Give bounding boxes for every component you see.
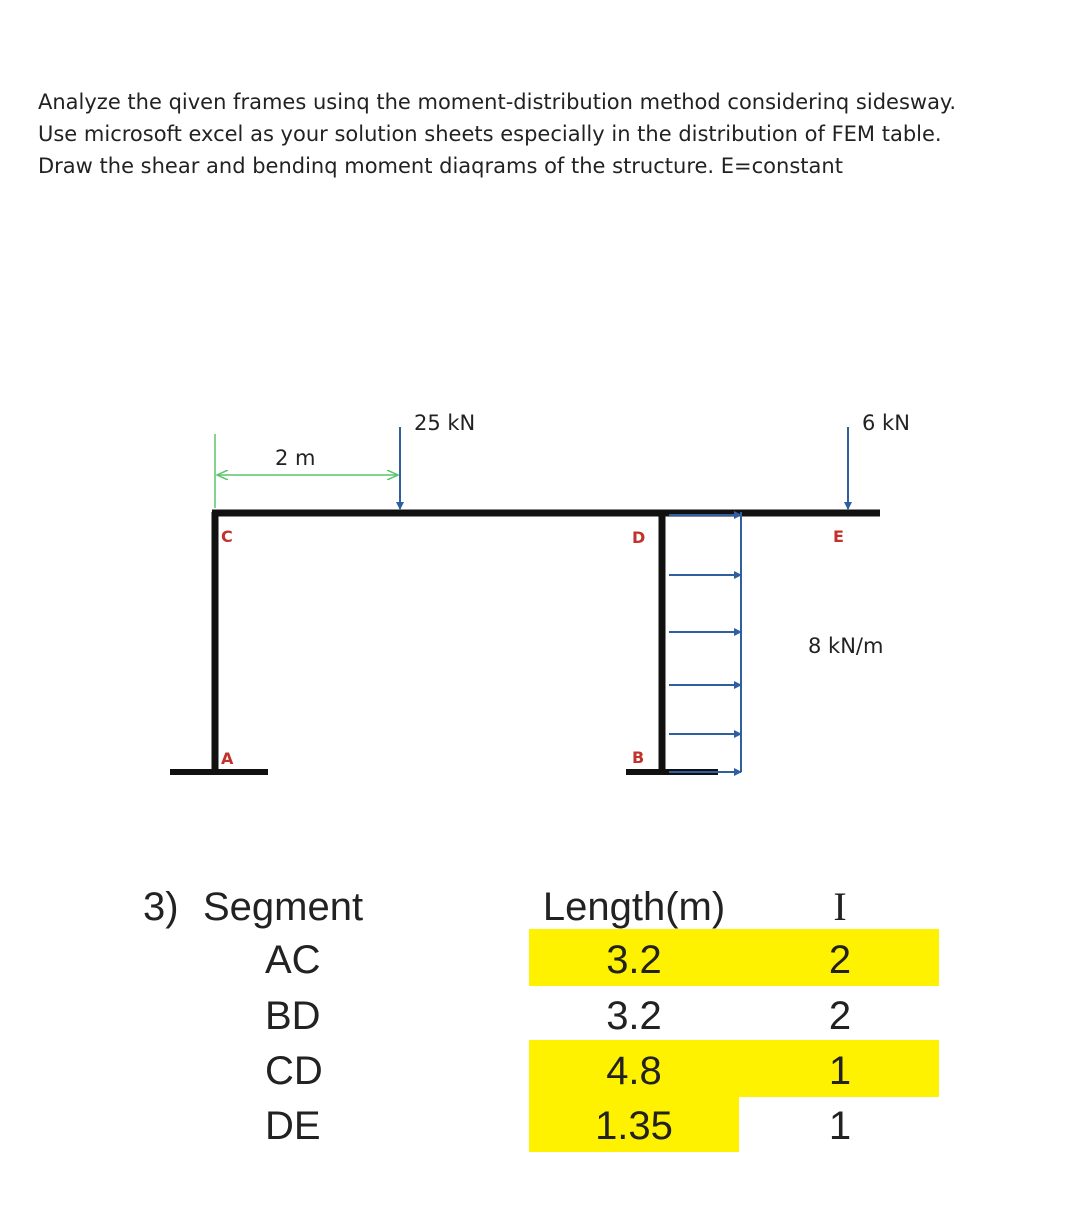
problem-line-2: Use microsoft excel as your solution sheets especially in the distribution of FEM table. [38, 122, 942, 146]
node-label-a: A [221, 749, 234, 768]
problem-line-3: Draw the shear and bendinq moment diaqrams of the structure. E=constant [38, 154, 843, 178]
row-1-length: 3.2 [606, 938, 662, 982]
udl-label: 8 kN/m [808, 634, 884, 658]
header-inertia: I [833, 884, 847, 929]
table-number: 3) [143, 885, 179, 929]
header-length: Length(m) [542, 885, 726, 929]
udl-arrows [669, 515, 741, 772]
dimension-label: 2 m [275, 446, 316, 470]
load-label-25kn: 25 kN [414, 411, 476, 435]
row-4-segment: DE [265, 1104, 321, 1148]
row-3-segment: CD [265, 1049, 323, 1093]
load-label-6kn: 6 kN [862, 411, 910, 435]
row-4-inertia: 1 [828, 1104, 852, 1148]
row-2-segment: BD [265, 994, 321, 1038]
node-label-b: B [632, 748, 645, 767]
row-2-inertia: 2 [828, 994, 852, 1038]
row-3-length: 4.8 [606, 1049, 662, 1093]
node-label-c: C [221, 527, 233, 546]
node-label-e: E [833, 527, 844, 546]
row-1-inertia: 2 [828, 938, 852, 982]
problem-line-1: Analyze the qiven frames usinq the moment-distribution method considerinq sidesway. [38, 90, 957, 114]
row-4-length: 1.35 [595, 1104, 673, 1148]
row-2-length: 3.2 [606, 994, 662, 1038]
row-1-segment: AC [265, 938, 321, 982]
problem-statement [38, 86, 1048, 182]
node-label-d: D [632, 528, 646, 547]
frame-figure-panel [28, 372, 1052, 814]
header-segment: Segment [203, 885, 364, 929]
frame-diagram [28, 372, 1052, 814]
row-3-inertia: 1 [828, 1049, 852, 1093]
